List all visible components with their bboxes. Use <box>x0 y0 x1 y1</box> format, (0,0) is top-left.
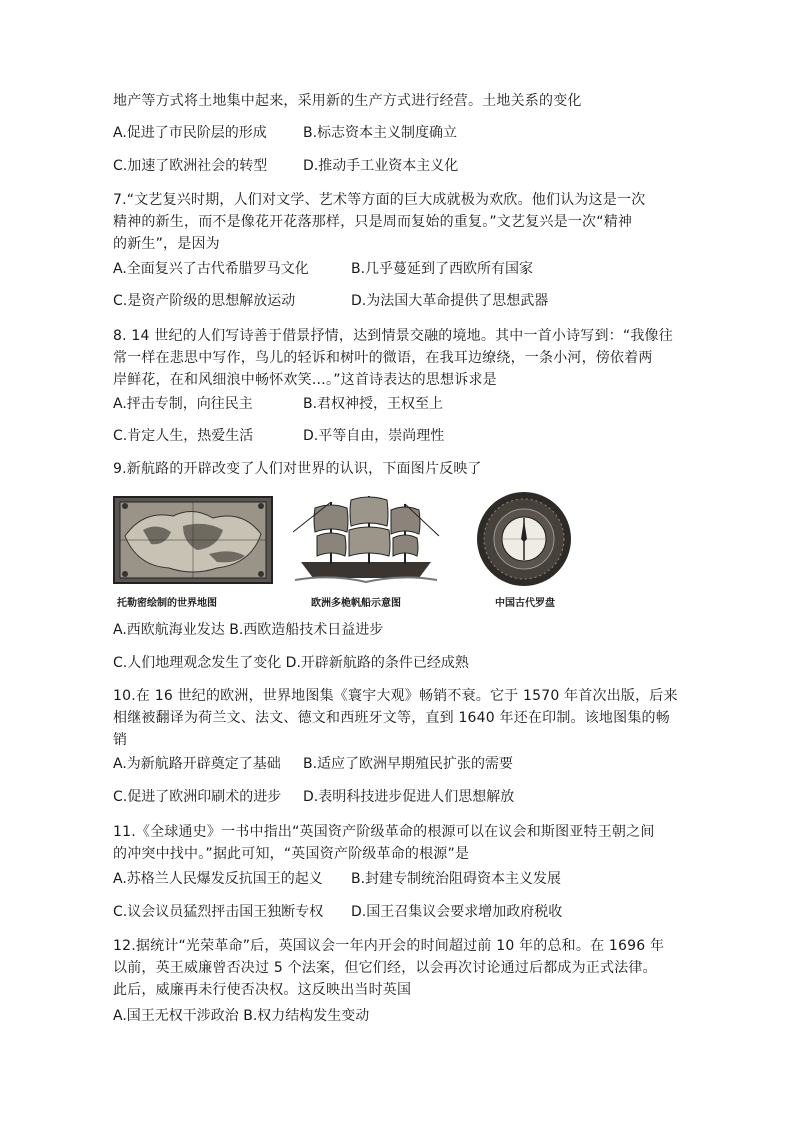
q6-option-b: B.标志资本主义制度确立 <box>303 125 458 141</box>
q8-stem-line: 常一样在悲思中写作，鸟儿的轻诉和树叶的微语，在我耳边缭绕，一条小河，傍依着两 <box>113 350 653 366</box>
q7-option-d: D.为法国大革命提供了思想武器 <box>351 293 549 309</box>
q12-stem-line: 12.据统计“光荣革命”后，英国议会一年内开会的时间超过前 10 年的总和。在 1696 年 <box>113 938 665 954</box>
q11-stem-line: 11.《全球通史》一书中指出“英国资产阶级革命的根源可以在议会和斯图亚特王朝之间 <box>113 824 655 840</box>
q10-option-d: D.表明科技进步促进人们思想解放 <box>303 789 515 805</box>
intro-line: 地产等方式将土地集中起来，采用新的生产方式进行经营。土地关系的变化 <box>113 93 582 109</box>
world-map-caption: 托勒密绘制的世界地图 <box>117 598 217 609</box>
q11-stem-line: 的冲突中找中。”据此可知，“英国资产阶级革命的根源”是 <box>113 846 470 862</box>
q10-option-b: B.适应了欧洲早期殖民扩张的需要 <box>303 756 514 772</box>
q11-option-c: C.议会议员猛烈抨击国王独断专权 <box>113 904 324 920</box>
world-map-image <box>113 496 273 584</box>
q7-option-c: C.是资产阶级的思想解放运动 <box>113 293 296 309</box>
q9-options-cd: C.人们地理观念发生了变化 D.开辟新航路的条件已经成熟 <box>113 655 469 671</box>
sailing-ship-image <box>291 492 441 588</box>
q8-option-c: C.肯定人生，热爱生活 <box>113 428 254 444</box>
q10-option-c: C.促进了欧洲印刷术的进步 <box>113 789 282 805</box>
q7-stem-line: 的新生”，是因为 <box>113 236 220 252</box>
q8-option-d: D.平等自由，崇尚理性 <box>303 428 445 444</box>
compass-image <box>475 490 573 588</box>
q11-option-d: D.国王召集议会要求增加政府税收 <box>351 904 563 920</box>
q6-option-d: D.推动手工业资本主义化 <box>303 158 459 174</box>
q6-option-c: C.加速了欧洲社会的转型 <box>113 158 268 174</box>
q8-stem-line: 岸鲜花，在和风细浪中畅怀欢笑…。”这首诗表达的思想诉求是 <box>113 372 497 388</box>
q10-stem-line: 10.在 16 世纪的欧洲，世界地图集《寰宇大观》畅销不衰。它于 1570 年首次出版，后来 <box>113 688 678 704</box>
q11-option-a: A.苏格兰人民爆发反抗国王的起义 <box>113 871 323 887</box>
q12-options-ab: A.国王无权干涉政治 B.权力结构发生变动 <box>113 1008 370 1024</box>
q12-stem-line: 以前，英王威廉曾否决过 5 个法案，但它们经，以会再次讨论通过后都成为正式法律。 <box>113 960 657 976</box>
q7-option-a: A.全面复兴了古代希腊罗马文化 <box>113 261 309 277</box>
q8-stem-line: 8. 14 世纪的人们写诗善于借景抒情，达到情景交融的境地。其中一首小诗写到：“我像往 <box>113 328 673 344</box>
q12-stem-line: 此后，威廉再未行使否决权。这反映出当时英国 <box>113 982 412 998</box>
q9-options-ab: A.西欧航海业发达 B.西欧造船技术日益进步 <box>113 622 384 638</box>
q9-figure <box>113 490 583 610</box>
ship-caption: 欧洲多桅帆船示意图 <box>311 598 401 609</box>
q10-stem-line: 相继被翻译为荷兰文、法文、德文和西班牙文等，直到 1640 年还在印制。该地图集的畅 <box>113 710 670 726</box>
q7-option-b: B.几乎蔓延到了西欧所有国家 <box>351 261 534 277</box>
q8-option-b: B.君权神授，王权至上 <box>303 396 444 412</box>
q10-stem-line: 销 <box>113 732 128 748</box>
q9-stem-line: 9.新航路的开辟改变了人们对世界的认识，下面图片反映了 <box>113 461 482 477</box>
q7-stem-line: 7.“文艺复兴时期，人们对文学、艺术等方面的巨大成就极为欢欣。他们认为这是一次 <box>113 192 646 208</box>
compass-caption: 中国古代罗盘 <box>495 598 555 609</box>
q7-stem-line: 精神的新生，而不是像花开花落那样，只是周而复始的重复。”文艺复兴是一次“精神 <box>113 214 633 230</box>
q6-option-a: A.促进了市民阶层的形成 <box>113 125 267 141</box>
q10-option-a: A.为新航路开辟奠定了基础 <box>113 756 281 772</box>
q8-option-a: A.抨击专制，向往民主 <box>113 396 253 412</box>
q11-option-b: B.封建专制统治阻碍资本主义发展 <box>351 871 562 887</box>
